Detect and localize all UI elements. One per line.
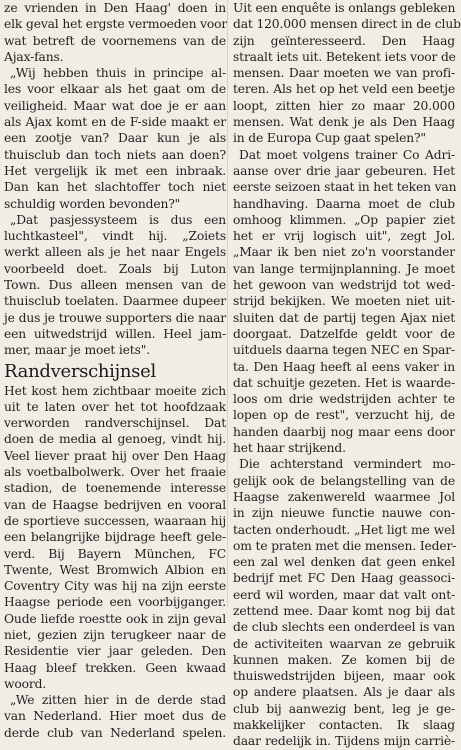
text-line: thuiswedstrijden bijeen, maar ook	[233, 669, 455, 684]
text-line: uitduels daarna tegen NEC en Spar-	[233, 343, 455, 358]
text-line: tacten onderhoudt. „Het ligt me wel	[233, 522, 455, 537]
text-line: Haag bleef trekken. Geen kwaad	[4, 660, 226, 675]
left-paragraph-5	[4, 692, 226, 741]
right-paragraph-1	[233, 0, 461, 147]
text-line: straalt iets uit. Betekent iets voor de	[233, 49, 456, 64]
text-line: mer, maar je moet iets".	[4, 343, 151, 358]
text-line: in de Europa Cup gaat spelen?"	[233, 131, 426, 146]
text-line: Oude liefde roestte ook in zijn geval	[4, 611, 226, 626]
text-line: van Nederland. Hier moet dus de	[4, 709, 226, 724]
text-line: eerd wil worden, maar dat valt ont-	[233, 587, 455, 602]
right-paragraph-3	[233, 456, 455, 749]
text-line: Ajax-fans.	[4, 49, 64, 64]
text-line: loos om drie wedstrijden achter te	[233, 392, 455, 407]
text-line: lopen op de rest", verzucht hij, de	[233, 408, 455, 423]
text-line: het er vrij logisch uit", zegt Jol.	[233, 229, 455, 244]
text-line: verd. Bij Bayern München, FC	[4, 546, 226, 561]
text-line: dat 120.000 mensen direct in de club	[233, 17, 461, 32]
text-line: Twente, West Bromwich Albion en	[4, 562, 226, 577]
text-line: schuldig worden bevonden?"	[4, 196, 181, 211]
text-line: Dat moet volgens trainer Co Adri-	[239, 147, 455, 162]
text-line: makkelijker contacten. Ik slaag	[233, 718, 455, 733]
text-line: aanse over drie jaar gebeuren. Het	[233, 163, 455, 178]
text-line: het haar strijkend.	[233, 441, 346, 456]
text-line: Haagse zakenwereld waarmee Jol	[233, 489, 455, 504]
text-line: handhaving. Daarna moet de club	[233, 196, 455, 211]
text-line: de activiteiten waarvan ze gebruik	[233, 636, 455, 651]
text-line: je dus je trouwe supporters die naar	[4, 310, 226, 325]
text-line: strijd bekijken. We moeten niet uit-	[233, 294, 455, 309]
text-line: een uitwedstrijd willen. Heel jam-	[4, 326, 226, 341]
text-line: thuisclub dan toch niets aan doen?	[4, 147, 226, 162]
text-line: Uit een enquête is onlangs gebleken	[233, 1, 456, 15]
column-divider	[227, 0, 228, 607]
left-paragraph-2	[4, 65, 226, 212]
text-line: Coventry City was hij na zijn eerste	[4, 579, 226, 594]
text-line: elk geval het ergste vermoeden voor	[4, 17, 228, 32]
text-line: stadion, de toenemende interesse	[4, 481, 226, 496]
text-line: niet, gezien zijn terugkeer naar de	[4, 627, 226, 642]
right-column	[233, 0, 461, 749]
right-paragraph-2	[233, 147, 455, 457]
text-line: zettend mee. Daar komt nog bij dat	[233, 603, 455, 618]
text-line: club bij aanwezig bent, leg je ge-	[233, 701, 455, 716]
text-line: luchtkasteel", vindt hij. „Zoiets	[4, 229, 226, 244]
text-line: „Maar ik ben niet zo'n voorstander	[233, 245, 455, 260]
text-line: mensen. Daar moeten we van profi-	[233, 66, 455, 81]
text-line: Het vergelijk ik met een inbraak.	[4, 163, 226, 178]
text-line: op andere plaatsen. Als je daar als	[233, 685, 455, 700]
text-line: de club slechts een onderdeel is van	[233, 620, 455, 635]
text-line: veiligheid. Maar wat doe je er aan	[4, 98, 226, 113]
text-line: teren. Als het op het veld een beetje	[233, 82, 455, 97]
text-line: Town. Dus alleen mensen van de	[4, 278, 226, 293]
text-line: sluiten dat de partij tegen Ajax niet	[233, 310, 455, 325]
text-line: Die achterstand vermindert mo-	[239, 457, 455, 472]
text-line: ze vrienden in Den Haag' doen in	[4, 1, 226, 15]
text-line: uit te laten over het tot hoofdzaak	[4, 399, 226, 414]
text-line: les voor elkaar als het gaat om de	[4, 82, 226, 97]
text-line: derde club van Nederland spelen.	[4, 725, 226, 740]
text-line: dat schuitje gezeten. Het is waarde-	[233, 375, 455, 390]
text-line: bedrijf met FC Den Haag geassoci-	[233, 571, 455, 586]
text-line: Dan kan het slachtoffer toch niet	[4, 180, 226, 195]
text-line: handen daarbij nog maar eens door	[233, 424, 455, 439]
text-line: Residentie vier jaar geleden. Den	[4, 644, 226, 659]
text-line: „We zitten hier in de derde stad	[10, 693, 226, 708]
text-line: verworden randverschijnsel. Dat	[4, 416, 226, 431]
text-line: de sportieve successen, waaraan hij	[4, 513, 226, 528]
section-heading: Randverschijnsel	[4, 360, 156, 382]
text-line: als Ajax komt en de F-side maakt er	[4, 115, 226, 130]
text-line: woord.	[4, 676, 47, 691]
text-line: kunnen maken. Ze komen bij de	[233, 652, 455, 667]
text-line: ta. Den Haag heeft al eens vaker in	[233, 359, 455, 374]
text-line: in zijn nieuwe functie nauwe con-	[233, 506, 455, 521]
text-line: „Dat pasjessysteem is dus een	[10, 212, 226, 227]
text-line: gelijk ook de belangstelling van de	[233, 473, 455, 488]
text-line: daar redelijk in. Tijdens mijn carriè-	[233, 734, 455, 749]
text-line: wat betreft de voornemens van de	[4, 33, 226, 48]
text-line: doen de media al genoeg, vindt hij.	[4, 432, 226, 447]
text-line: werkt alleen als je het naar Engels	[4, 245, 226, 260]
text-line: thuisclub toelaten. Daarmee dupeer	[4, 294, 226, 309]
text-line: zijn geïnteresseerd. Den Haag	[233, 33, 455, 48]
text-line: een zal wel denken dat geen enkel	[233, 555, 455, 570]
text-line: Het kost hem zichtbaar moeite zich	[4, 383, 226, 398]
left-paragraph-1	[4, 0, 226, 65]
left-paragraph-4	[4, 383, 226, 693]
left-column	[4, 0, 228, 740]
text-line: loopt, zitten hier zo maar 20.000	[233, 98, 455, 113]
text-line: van de Haagse bedrijven en vooral	[4, 497, 226, 512]
text-line: het gewoon van wedstrijd tot wed-	[233, 278, 455, 293]
text-line: als voetbalbolwerk. Over het fraaie	[4, 465, 226, 480]
text-line: „Wij hebben thuis in principe al-	[10, 66, 226, 81]
text-line: voorbeeld doet. Zoals bij Luton	[4, 261, 226, 276]
text-line: een zootje van? Daar kun je als	[4, 131, 226, 146]
text-line: omhoog klimmen. „Op papier ziet	[233, 212, 455, 227]
text-line: eerste seizoen staat in het teken van	[233, 180, 457, 195]
text-line: Haagse periode een voorbijganger.	[4, 595, 226, 610]
text-line: doorgaat. Datzelfde geldt voor de	[233, 326, 455, 341]
text-line: mensen. Wat denk je als Den Haag	[233, 115, 455, 130]
text-line: om te praten met die mensen. Ieder-	[233, 538, 457, 553]
text-line: Veel liever praat hij over Den Haag	[4, 448, 226, 463]
left-paragraph-3	[4, 212, 226, 359]
text-line: van lange termijnplanning. Je moet	[233, 261, 455, 276]
text-line: een belangrijke bijdrage heeft gele-	[4, 530, 226, 545]
